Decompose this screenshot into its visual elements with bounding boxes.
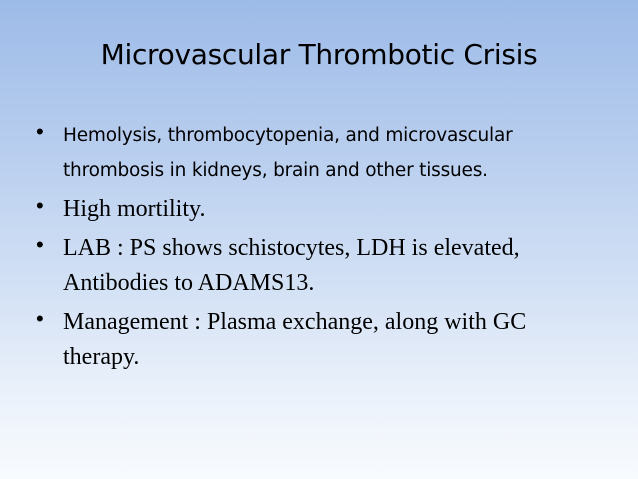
slide-title: Microvascular Thrombotic Crisis [100,38,538,71]
bullet-item [36,305,596,375]
bullet-item [36,118,596,188]
bullet-text: Hemolysis, thrombocytopenia, and microvascular thrombosis in kidneys, brain and other tissues. [63,125,513,181]
bullet-text: LAB : PS shows schistocytes, LDH is elevated, Antibodies to ADAMS13. [63,235,520,296]
bullet-marker: • [36,193,44,218]
bullet-marker: • [36,306,44,331]
bullet-item [36,192,596,227]
bullet-text: Management : Plasma exchange, along with GC therapy. [63,309,527,370]
bullet-marker: • [36,119,44,144]
bullet-item [36,231,596,301]
bullet-list [36,118,596,379]
bullet-text: High mortility. [63,196,206,222]
bullet-marker: • [36,232,44,257]
